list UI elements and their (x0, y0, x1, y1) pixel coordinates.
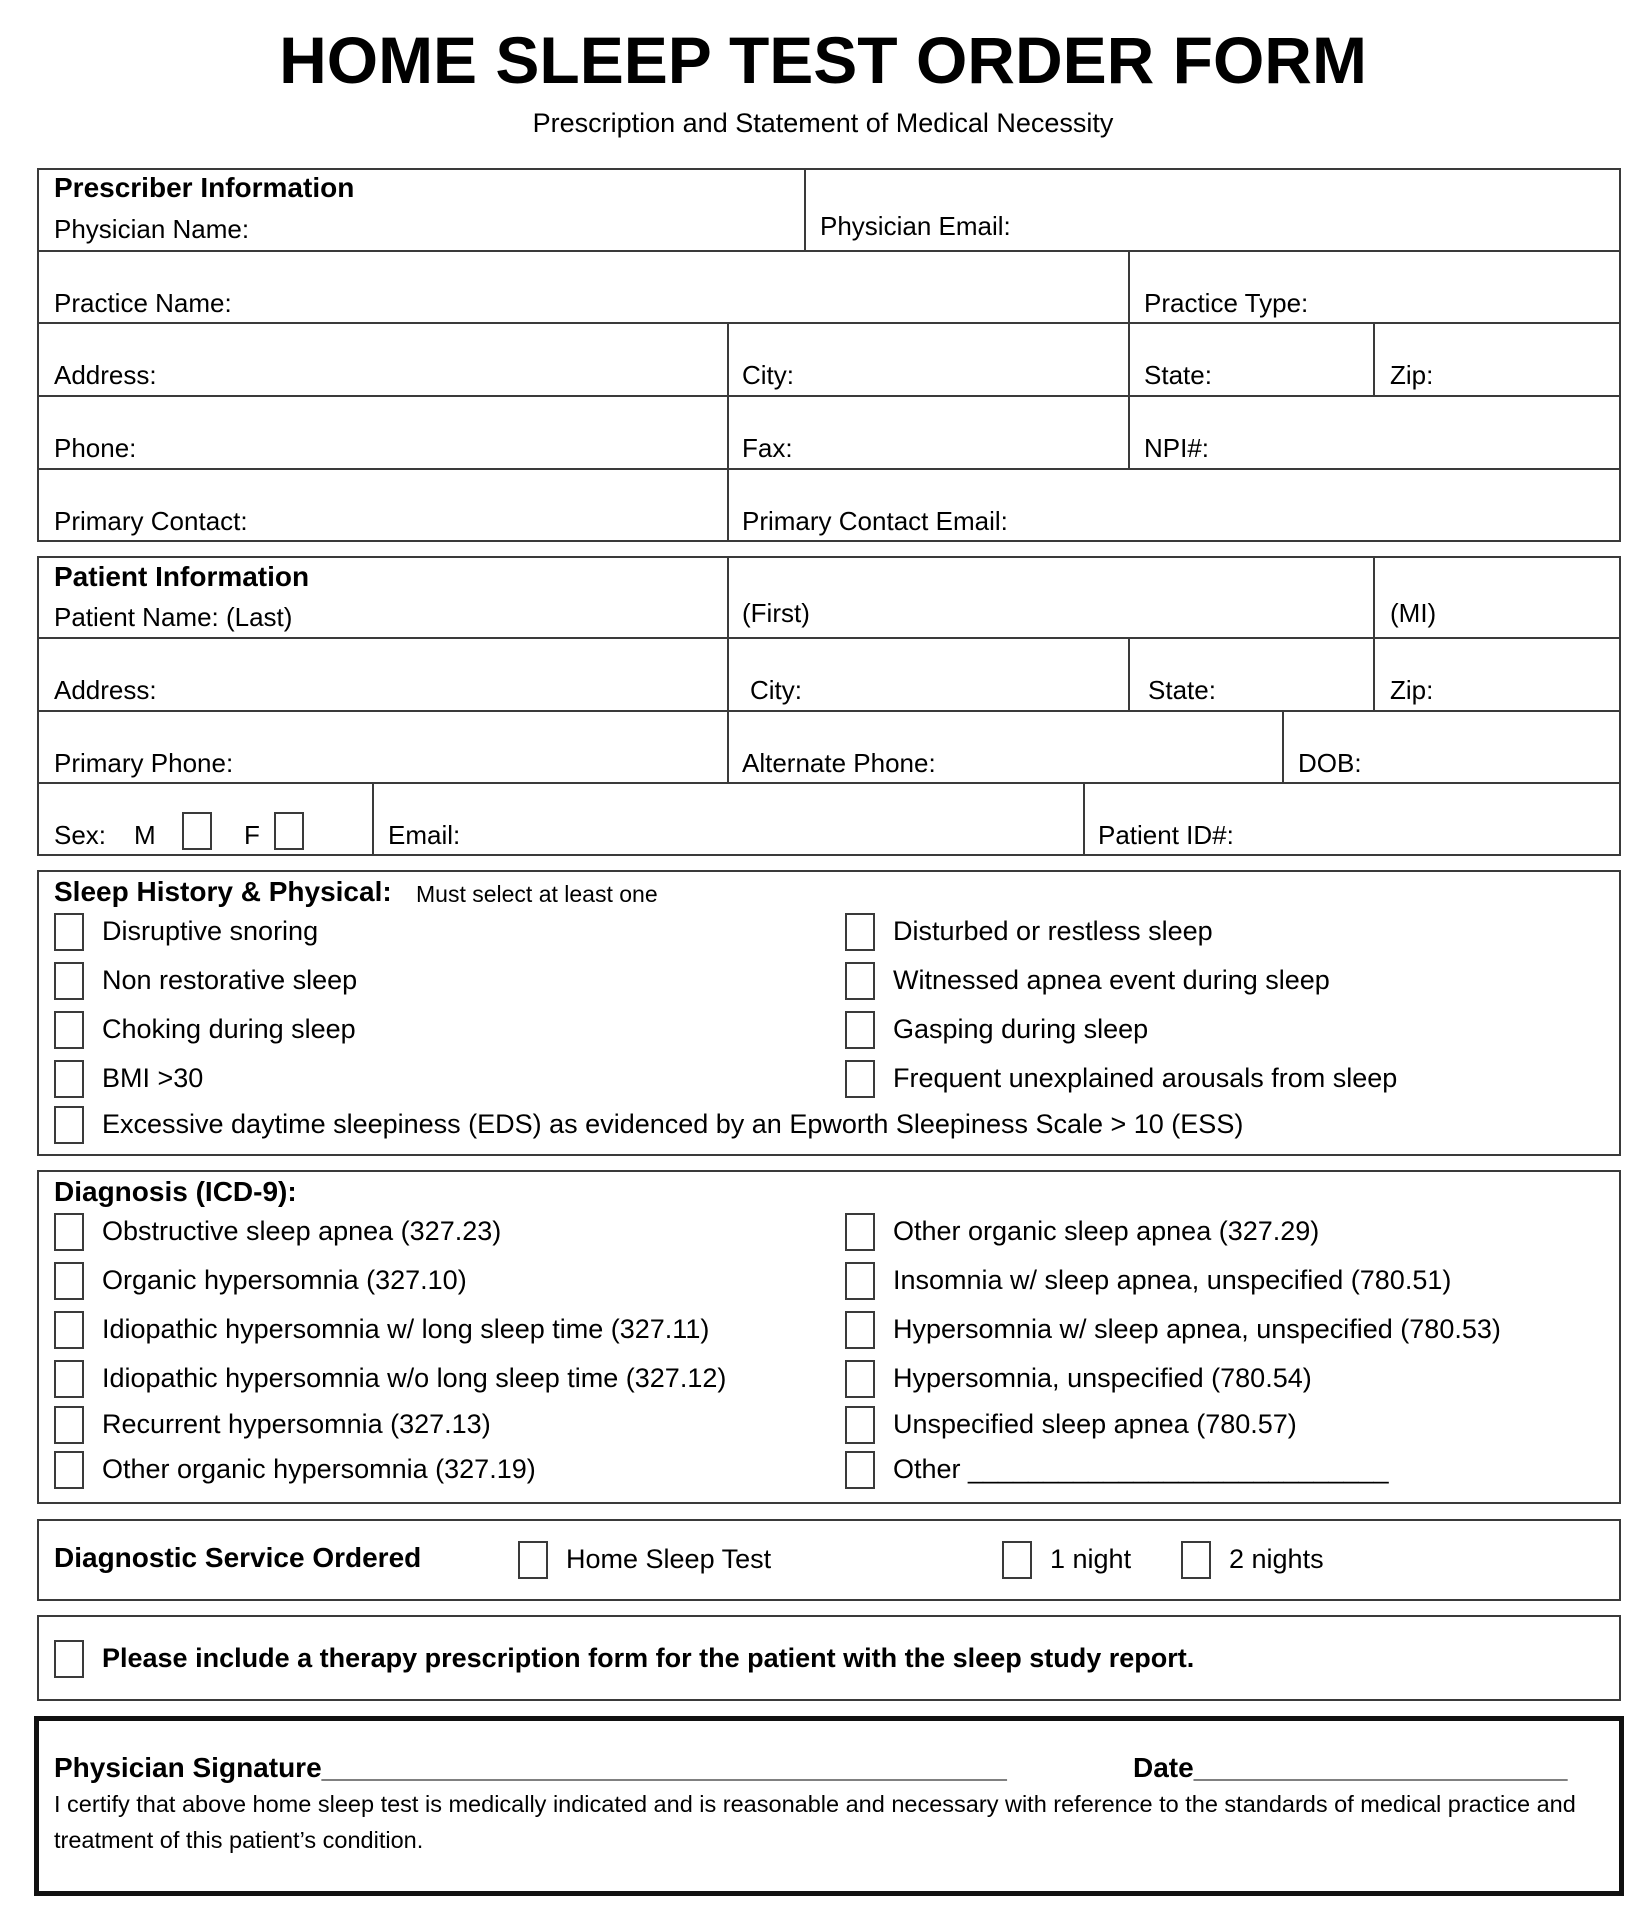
patient-heading: Patient Information (54, 561, 310, 592)
sex-m-checkbox[interactable] (182, 812, 212, 850)
diagnosis-right-1-checkbox[interactable] (845, 1262, 875, 1300)
diagnosis-left-2-checkbox[interactable] (54, 1311, 84, 1349)
history-left-1-label: Non restorative sleep (102, 965, 358, 995)
diagnosis-left-1-label: Organic hypersomnia (327.10) (102, 1265, 467, 1295)
sex-m-label: M (134, 820, 156, 850)
diagnosis-right-4-checkbox[interactable] (845, 1406, 875, 1444)
history-right-2-label: Gasping during sleep (893, 1014, 1149, 1044)
primary-contact-email-field[interactable]: Primary Contact Email: (742, 506, 1008, 536)
history-right-1-checkbox[interactable] (845, 962, 875, 1000)
history-left-0-label: Disruptive snoring (102, 916, 319, 946)
diagnosis-right-4-label: Unspecified sleep apnea (780.57) (893, 1409, 1297, 1439)
form-title: HOME SLEEP TEST ORDER FORM (279, 23, 1367, 97)
patient-city-field[interactable]: City: (750, 675, 802, 705)
diagnosis-right-0-checkbox[interactable] (845, 1213, 875, 1251)
prescriber-state-field[interactable]: State: (1144, 360, 1212, 390)
physician-signature-field[interactable]: Physician Signature____________________________________________ (54, 1752, 1007, 1783)
two-nights-label: 2 nights (1229, 1544, 1324, 1574)
dob-field[interactable]: DOB: (1298, 748, 1362, 778)
patient-last-name-field[interactable]: Patient Name: (Last) (54, 602, 293, 632)
history-right-3-label: Frequent unexplained arousals from sleep (893, 1063, 1398, 1093)
two-nights-checkbox[interactable] (1181, 1541, 1211, 1579)
home-sleep-test-label: Home Sleep Test (566, 1544, 772, 1574)
prescriber-address-field[interactable]: Address: (54, 360, 157, 390)
history-left-2-label: Choking during sleep (102, 1014, 356, 1044)
patient-state-field[interactable]: State: (1148, 675, 1216, 705)
history-eds-checkbox[interactable] (54, 1106, 84, 1144)
patient-id-field[interactable]: Patient ID#: (1098, 820, 1234, 850)
history-right-0-checkbox[interactable] (845, 913, 875, 951)
patient-address-field[interactable]: Address: (54, 675, 157, 705)
history-left-3-checkbox[interactable] (54, 1060, 84, 1098)
form-subtitle: Prescription and Statement of Medical Necessity (532, 108, 1114, 138)
home-sleep-test-checkbox[interactable] (518, 1541, 548, 1579)
sex-label: Sex: (54, 820, 107, 850)
history-left-0-checkbox[interactable] (54, 913, 84, 951)
primary-contact-field[interactable]: Primary Contact: (54, 506, 248, 536)
prescriber-city-field[interactable]: City: (742, 360, 794, 390)
diagnosis-right-1-label: Insomnia w/ sleep apnea, unspecified (780.51) (893, 1265, 1452, 1295)
sex-f-checkbox[interactable] (274, 812, 304, 850)
physician-email-field[interactable]: Physician Email: (820, 211, 1011, 241)
diagnosis-left-5-label: Other organic hypersomnia (327.19) (102, 1454, 536, 1484)
diagnosis-right-2-label: Hypersomnia w/ sleep apnea, unspecified (780.53) (893, 1314, 1501, 1344)
sleep-history-note: Must select at least one (416, 881, 658, 907)
diagnosis-right-3-checkbox[interactable] (845, 1360, 875, 1398)
practice-name-field[interactable]: Practice Name: (54, 288, 232, 318)
diagnosis-right-0-label: Other organic sleep apnea (327.29) (893, 1216, 1320, 1246)
prescriber-phone-field[interactable]: Phone: (54, 433, 137, 463)
history-eds-label: Excessive daytime sleepiness (EDS) as evidenced by an Epworth Sleepiness Scale > 10 (ESS) (102, 1109, 1244, 1139)
history-left-1-checkbox[interactable] (54, 962, 84, 1000)
history-right-0-label: Disturbed or restless sleep (893, 916, 1213, 946)
patient-mi-field[interactable]: (MI) (1390, 598, 1437, 628)
diagnosis-left-0-label: Obstructive sleep apnea (327.23) (102, 1216, 502, 1246)
primary-phone-field[interactable]: Primary Phone: (54, 748, 234, 778)
history-left-2-checkbox[interactable] (54, 1011, 84, 1049)
sleep-history-heading: Sleep History & Physical: (54, 876, 392, 907)
history-right-1-label: Witnessed apnea event during sleep (893, 965, 1330, 995)
practice-type-field[interactable]: Practice Type: (1144, 288, 1309, 318)
alternate-phone-field[interactable]: Alternate Phone: (742, 748, 936, 778)
history-left-3-label: BMI >30 (102, 1063, 204, 1093)
history-right-2-checkbox[interactable] (845, 1011, 875, 1049)
diagnosis-right-2-checkbox[interactable] (845, 1311, 875, 1349)
diagnosis-heading: Diagnosis (ICD-9): (54, 1176, 297, 1207)
patient-email-field[interactable]: Email: (388, 820, 461, 850)
one-night-checkbox[interactable] (1002, 1541, 1032, 1579)
service-heading: Diagnostic Service Ordered (54, 1542, 422, 1573)
prescriber-heading: Prescriber Information (54, 172, 355, 203)
certification-text: I certify that above home sleep test is medically indicated and is reasonable and necessary with reference to the standards of medical practice and treatment of this patient’s condition. (54, 1791, 1576, 1853)
diagnosis-left-4-label: Recurrent hypersomnia (327.13) (102, 1409, 491, 1439)
prescriber-zip-field[interactable]: Zip: (1390, 360, 1434, 390)
one-night-label: 1 night (1050, 1544, 1132, 1574)
diagnosis-right-5-checkbox[interactable] (845, 1451, 875, 1489)
diagnosis-left-1-checkbox[interactable] (54, 1262, 84, 1300)
patient-first-name-field[interactable]: (First) (742, 598, 810, 628)
diagnosis-left-2-label: Idiopathic hypersomnia w/ long sleep time (327.11) (102, 1314, 710, 1344)
diagnosis-left-3-label: Idiopathic hypersomnia w/o long sleep time (327.12) (102, 1363, 727, 1393)
diagnosis-right-5-label: Other ____________________________ (893, 1454, 1389, 1484)
diagnosis-left-5-checkbox[interactable] (54, 1451, 84, 1489)
diagnosis-left-0-checkbox[interactable] (54, 1213, 84, 1251)
therapy-label: Please include a therapy prescription form for the patient with the sleep study report. (102, 1643, 1195, 1673)
physician-name-field[interactable]: Physician Name: (54, 214, 250, 244)
history-right-3-checkbox[interactable] (845, 1060, 875, 1098)
diagnosis-left-3-checkbox[interactable] (54, 1360, 84, 1398)
prescriber-fax-field[interactable]: Fax: (742, 433, 793, 463)
therapy-checkbox[interactable] (54, 1640, 84, 1678)
sex-f-label: F (244, 820, 260, 850)
diagnosis-right-3-label: Hypersomnia, unspecified (780.54) (893, 1363, 1312, 1393)
patient-zip-field[interactable]: Zip: (1390, 675, 1434, 705)
date-field[interactable]: Date________________________ (1133, 1752, 1568, 1783)
npi-field[interactable]: NPI#: (1144, 433, 1210, 463)
patient-section (37, 556, 1621, 856)
diagnosis-left-4-checkbox[interactable] (54, 1406, 84, 1444)
